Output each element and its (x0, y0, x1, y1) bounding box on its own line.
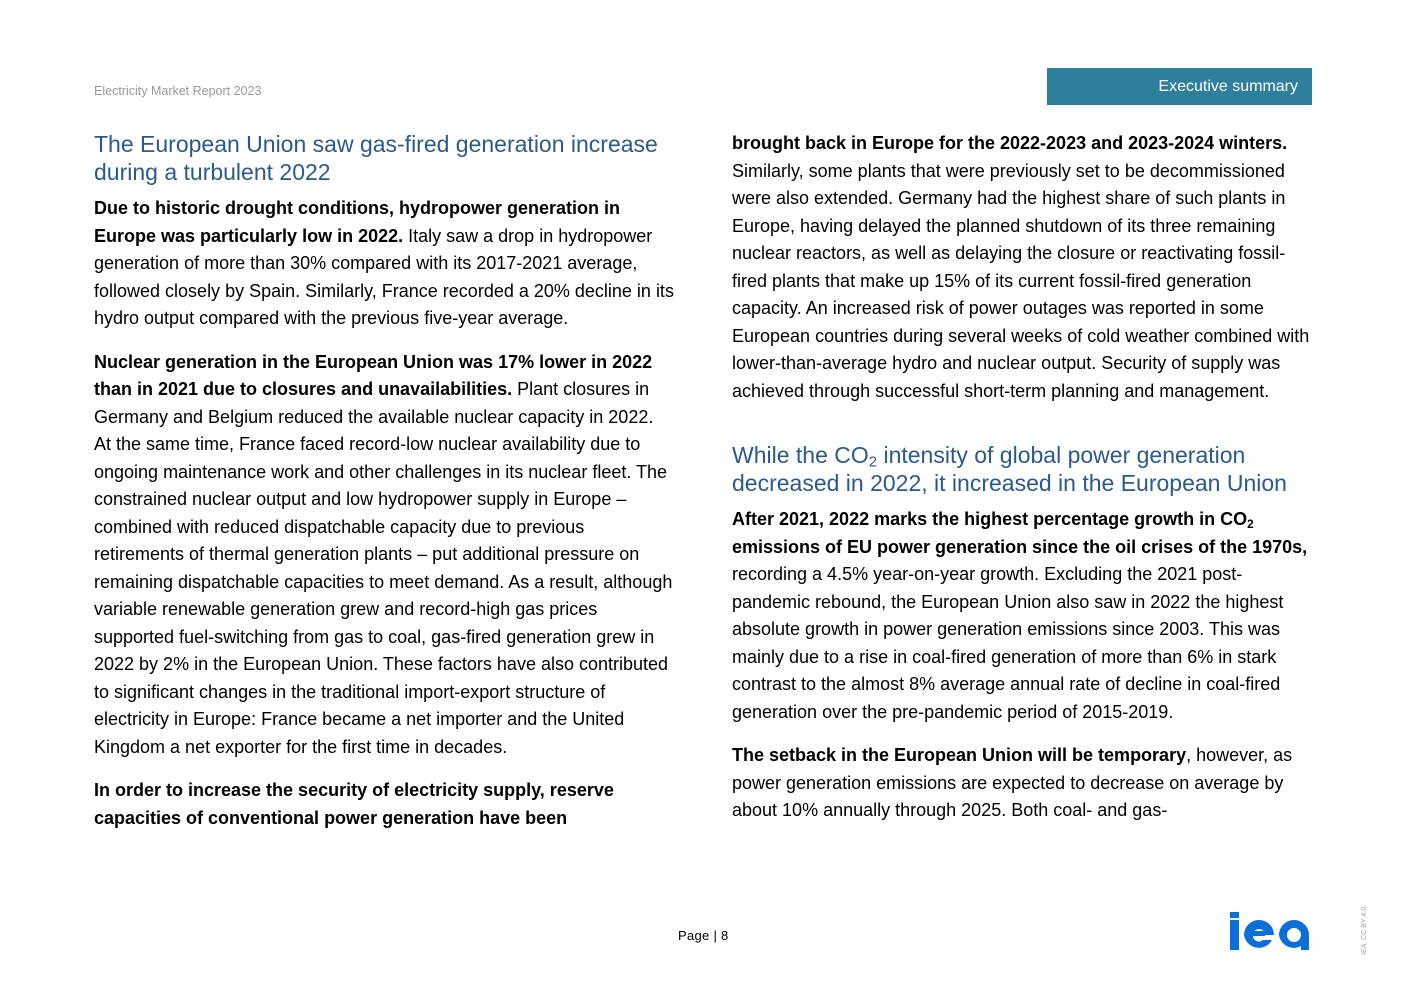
section-badge: Executive summary (1047, 68, 1312, 105)
paragraph-reserve (732, 130, 1312, 405)
paragraph-body: , however, as power generation emissions are expected to decrease on average by about 10% annually through 2025. Both coal- and gas- (732, 745, 1293, 820)
paragraph-body: Plant closures in Germany and Belgium reduced the available nuclear capacity in 2022. At the same time, France faced record-low nuclear availability due to ongoing maintenance work and other challenges in its nuclear fleet. The constrained nuclear output and low hydropower supply in Europe – combined with reduced dispatchable capacity due to previous retirements of thermal generation plants – put additional pressure on remaining dispatchable capacities to meet demand. As a result, although variable renewable generation grew and record-high gas prices supported fuel-switching from gas to coal, gas-fired generation grew in 2022 by 2% in the European Union. These factors have also contributed to significant changes in the traditional import-export structure of electricity in Europe: France became a net importer and the United Kingdom a net exporter for the first time in decades. (94, 379, 673, 757)
page-number: Page | 8 (678, 928, 729, 943)
paragraph-body: Italy saw a drop in hydropower generation of more than 30% compared with its 2017-2021 average, followed closely by Spain. Similarly, France recorded a 20% decline in its hydro output compared with the previous five-year average. (94, 225, 674, 328)
paragraph-security (94, 777, 674, 832)
license-text: IEA. CC BY 4.0. (1361, 904, 1368, 955)
paragraph-setback (732, 742, 1312, 825)
paragraph-hydropower (94, 195, 674, 333)
right-column (732, 130, 1312, 841)
section-heading-co2: While the $CO_2$ intensity of global power generation decreased in 2022, it increased in the European Union (732, 442, 1287, 496)
paragraph-body: Similarly, some plants that were previously set to be decommissioned were also extended. Germany had the highest share of such plants in Europe, having delayed the planned shutdown of its three remaining nuclear reactors, as well as delaying the closure or reactivating fossil-fired plants that make up 15% of its current fossil-fired generation capacity. An increased risk of power outages was reported in some European countries during several weeks of cold weather combined with lower-than-average hydro and nuclear output. Security of supply was achieved through successful short-term planning and management. (732, 160, 1310, 401)
report-title: Electricity Market Report 2023 (94, 84, 262, 98)
paragraph-lead: In order to increase the security of electricity supply, reserve capacities of conventional power generation have been (94, 780, 614, 828)
left-column (94, 130, 674, 848)
paragraph-lead: The setback in the European Union will be temporary (732, 745, 1187, 765)
paragraph-lead: Nuclear generation in the European Union was 17% lower in 2022 than in 2021 due to closures and unavailabilities. (94, 351, 653, 399)
paragraph-nuclear (94, 349, 674, 762)
section-heading-gas: The European Union saw gas-fired generation increase during a turbulent 2022 (94, 131, 658, 185)
paragraph-lead: Due to historic drought conditions, hydropower generation in Europe was particularly low in 2022. (94, 198, 620, 246)
paragraph-lead: brought back in Europe for the 2022-2023 and 2023-2024 winters. (732, 133, 1288, 153)
paragraph-emissions (732, 506, 1312, 726)
paragraph-lead: After 2021, 2022 marks the highest percentage growth in $CO_2$ emissions of EU power generation since the oil crises of the 1970s, (732, 509, 1308, 557)
paragraph-body: recording a 4.5% year-on-year growth. Excluding the 2021 post-pandemic rebound, the European Union also saw in 2022 the highest absolute growth in power generation emissions since 2003. This was mainly due to a rise in coal-fired generation of more than 6% in stark contrast to the almost 8% average annual rate of decline in coal-fired generation over the pre-pandemic period of 2015-2019. (732, 564, 1284, 722)
iea-logo (1228, 912, 1310, 954)
